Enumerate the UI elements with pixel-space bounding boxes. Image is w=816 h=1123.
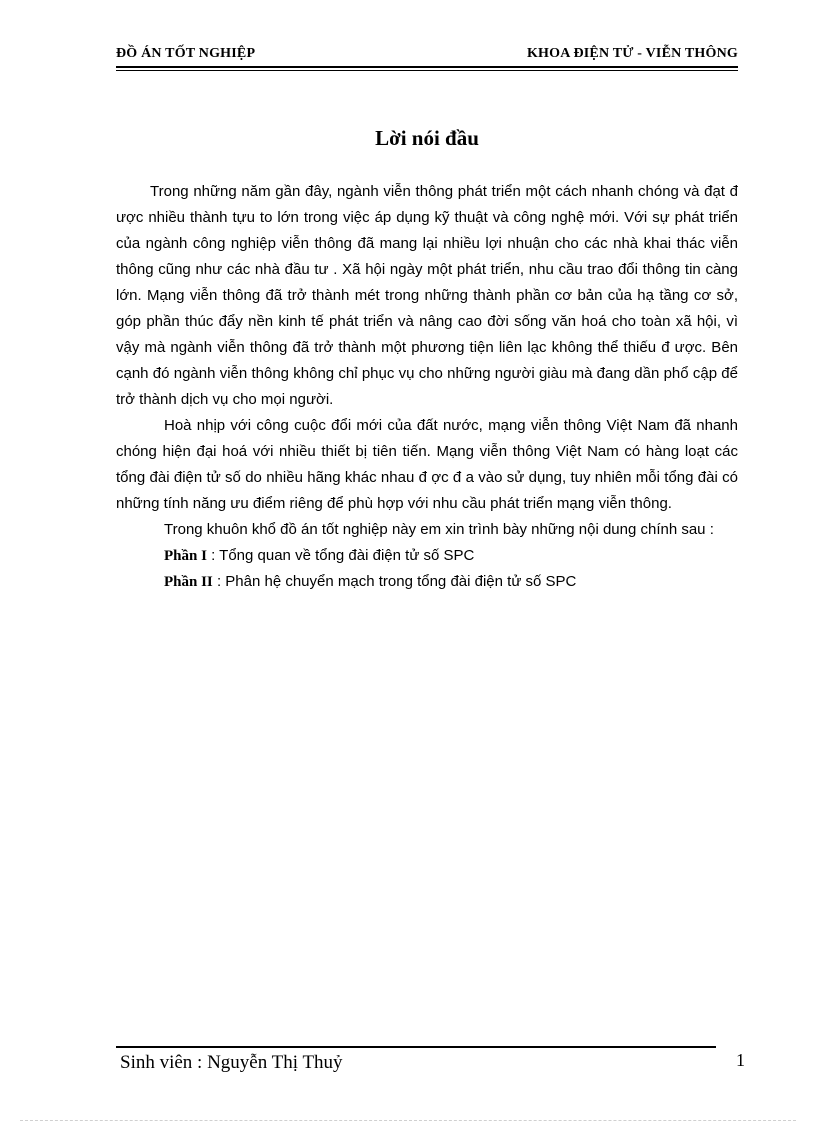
part-item (116, 569, 738, 595)
body-content (116, 179, 738, 595)
paragraph-intro: Trong những năm gần đây, ngành viễn thông phát triển một cách nhanh chóng và đạt đ ược nhiều thành tựu to lớn trong việc áp dụng kỹ thuật và công nghệ mới. Với sự phát triển của ngành công nghiệp viễn thông đã mang lại nhiều lợi nhuận cho các nhà khai thác viễn thông cũng như các nhà đầu tư . Xã hội ngày một phát triển, nhu cầu trao đổi thông tin càng lớn. Mạng viễn thông đã trở thành mét trong những thành phần cơ bản của hạ tầng cơ sở, góp phần thúc đẩy nền kinh tế phát triển và nâng cao đời sống văn hoá cho toàn xã hội, vì vậy mà ngành viễn thông đã trở thành một phương tiện liên lạc không thể thiếu đ ược. Bên cạnh đó ngành viễn thông không chỉ phục vụ cho những người giàu mà đang dần phổ cập để trở thành dịch vụ cho mọi người. (116, 183, 738, 408)
part-text: : Tổng quan về tổng đài điện tử số SPC (206, 547, 475, 564)
part-text: : Phân hệ chuyển mạch trong tổng đài điện tử số SPC (212, 573, 577, 590)
part-item (116, 543, 738, 569)
part-label: Phần II (164, 574, 213, 590)
part-label: Phần I (164, 548, 207, 564)
paragraph-integration: Hoà nhịp với công cuộc đổi mới của đất nước, mạng viễn thông Việt Nam đã nhanh chóng hiện đại hoá với nhiều thiết bị tiên tiến. Mạng viễn thông Việt Nam có hàng loạt các tổng đài điện tử số do nhiều hãng khác nhau đ ợc đ a vào sử dụng, tuy nhiên mỗi tổng đài có những tính năng ưu điểm riêng để phù hợp với nhu cầu phát triển mạng viễn thông. (116, 417, 738, 512)
page-number: 1 (736, 1050, 745, 1070)
footer-author: Sinh viên : Nguyễn Thị Thuỷ (120, 1052, 343, 1073)
paragraph-scope: Trong khuôn khổ đồ án tốt nghiệp này em xin trình bày những nội dung chính sau : (164, 521, 714, 538)
document-title: Lời nói đầu (375, 126, 479, 150)
header-left: ĐỒ ÁN TỐT NGHIỆP (116, 46, 256, 61)
footer-rule (116, 1046, 716, 1048)
page-bottom-divider (20, 1120, 796, 1121)
page-header (116, 46, 738, 64)
header-rule (116, 66, 738, 71)
header-right: KHOA ĐIỆN TỬ - VIỄN THÔNG (526, 46, 738, 61)
